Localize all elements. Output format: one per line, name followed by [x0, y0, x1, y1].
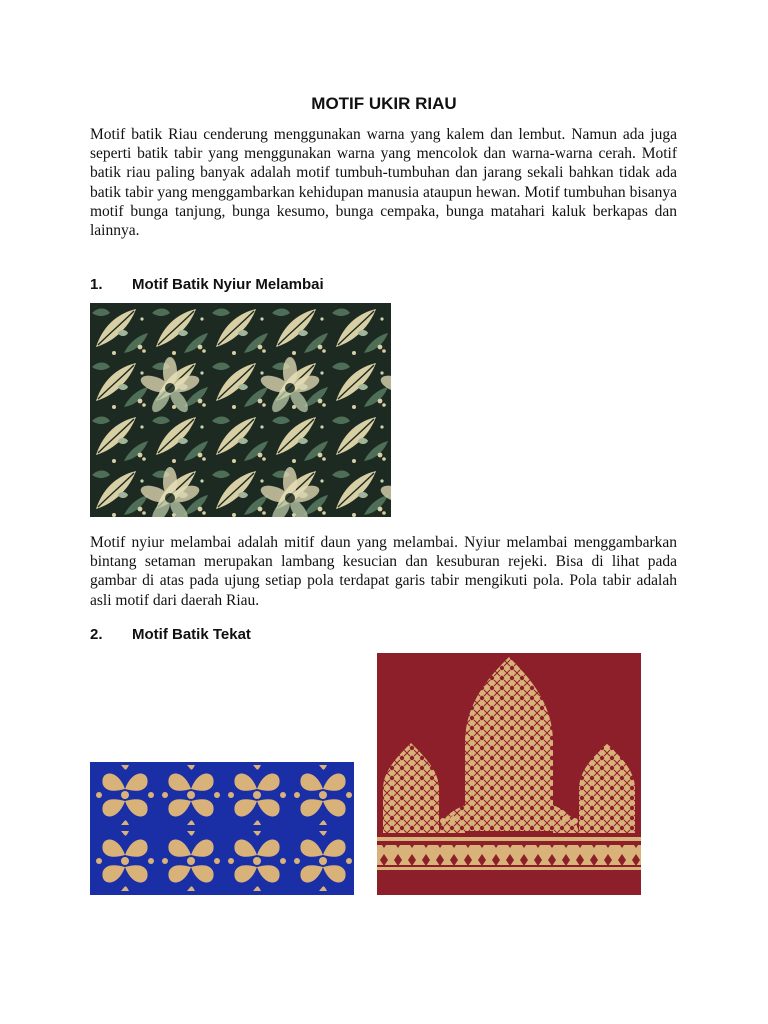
section-1-paragraph: Motif nyiur melambai adalah mitif daun yang melambai. Nyiur melambai menggambarkan bintang setaman merupakan lambang kesucian dan kesuburan rejeki. Bisa di lihat pada gambar di atas pada ujung setiap pola terdapat garis tabir mengikuti pola. Pola tabir adalah asli motif dari daerah Riau. [90, 534, 677, 609]
section-1-heading [90, 276, 324, 293]
section-2-title: Motif Batik Tekat [132, 626, 251, 643]
section-2-number: 2. [90, 626, 103, 643]
intro-paragraph: Motif batik Riau cenderung menggunakan warna yang kalem dan lembut. Namun ada juga seperti batik tabir yang menggunakan warna yang mencolok dan warna-warna cerah. Motif batik riau paling banyak adalah motif tumbuh-tumbuhan dan jarang sekali bahkan tidak ada batik tabir yang menggambarkan kehidupan manusia ataupun hewan. Motif tumbuhan bisanya motif bunga tanjung, bunga kesumo, bunga cempaka, bunga matahari kaluk berkapas dan lainnya. [90, 126, 677, 240]
section-2-heading [90, 626, 251, 643]
section-1-number: 1. [90, 276, 103, 293]
section-1-title: Motif Batik Nyiur Melambai [132, 276, 324, 293]
page-title: MOTIF UKIR RIAU [311, 94, 457, 113]
batik-tekat-blue-image [90, 762, 354, 895]
batik-nyiur-melambai-image [90, 303, 391, 517]
batik-tekat-red-image [377, 653, 641, 895]
